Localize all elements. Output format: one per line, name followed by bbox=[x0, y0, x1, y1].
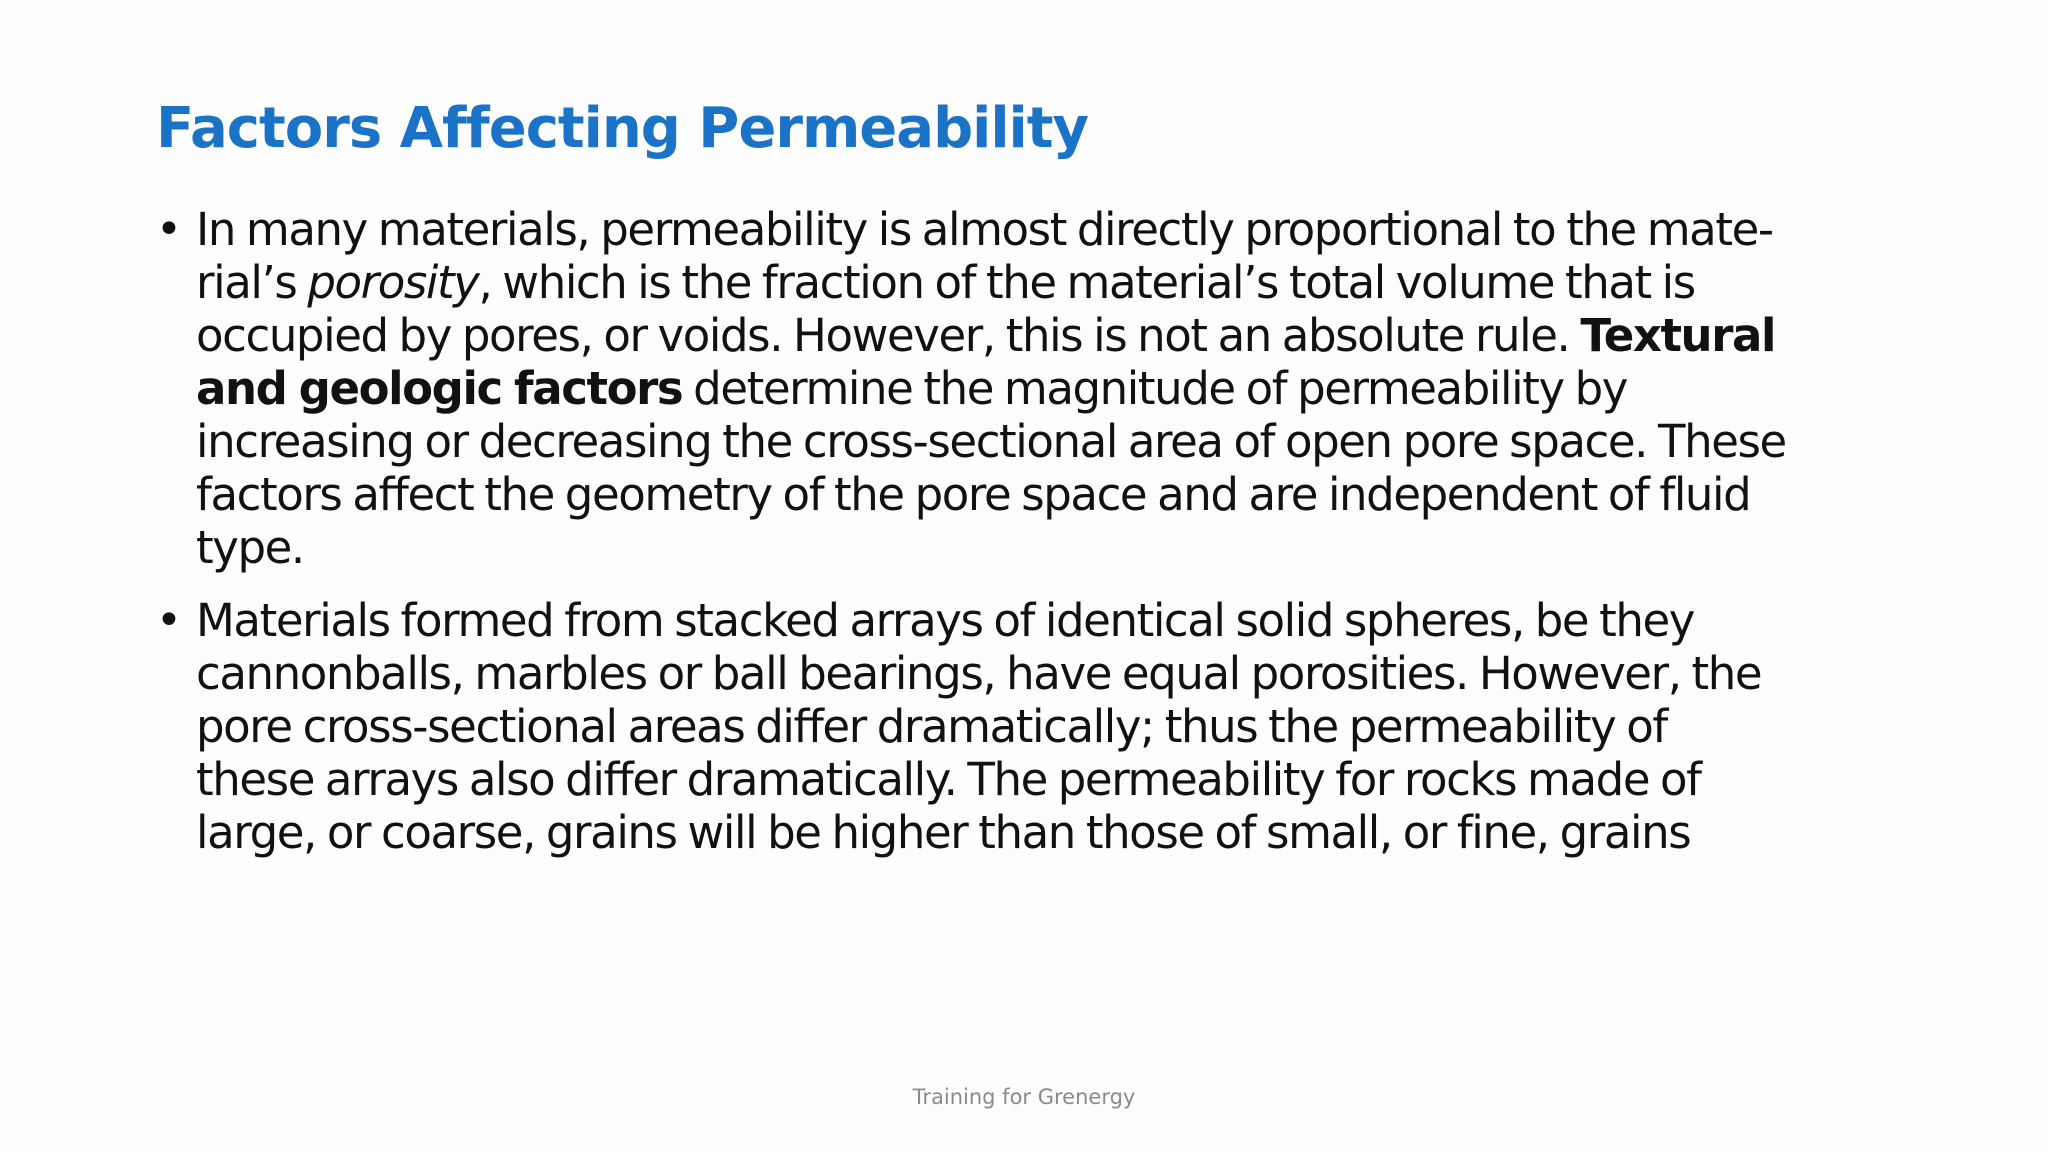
text-run: increasing or decreasing the cross-sectional area of open pore space. These bbox=[196, 415, 1786, 468]
text-line bbox=[196, 806, 1916, 859]
text-line bbox=[196, 203, 1916, 256]
text-line bbox=[196, 700, 1916, 753]
bullet-icon: • bbox=[156, 595, 182, 646]
text-line bbox=[196, 256, 1916, 309]
text-run: occupied by pores, or voids. However, this is not an absolute rule. bbox=[196, 309, 1581, 362]
text-run: , which is the fraction of the material’s total volume that is bbox=[478, 256, 1695, 309]
text-line bbox=[196, 647, 1916, 700]
text-run: factors affect the geometry of the pore space and are independent of fluid bbox=[196, 468, 1751, 521]
text-run: these arrays also differ dramatically. The permeability for rocks made of bbox=[196, 753, 1701, 806]
bullet-list bbox=[156, 203, 1916, 879]
slide-footer: Training for Grenergy bbox=[912, 1085, 1136, 1109]
text-run: type. bbox=[196, 521, 304, 574]
bold-term: and geologic factors bbox=[196, 362, 683, 415]
text-run: cannonballs, marbles or ball bearings, have equal porosities. However, the bbox=[196, 647, 1762, 700]
text-run: rial’s bbox=[196, 256, 308, 309]
text-run: determine the magnitude of permeability by bbox=[682, 362, 1627, 415]
text-run: In many materials, permeability is almost directly proportional to the mate- bbox=[196, 203, 1773, 256]
text-line bbox=[196, 594, 1916, 647]
text-run: pore cross-sectional areas differ dramatically; thus the permeability of bbox=[196, 700, 1667, 753]
text-line bbox=[196, 362, 1916, 415]
text-line bbox=[196, 415, 1916, 468]
bullet-item bbox=[156, 203, 1916, 574]
slide-title: Factors Affecting Permeability bbox=[156, 96, 1089, 161]
bullet-icon: • bbox=[156, 204, 182, 255]
text-run: Materials formed from stacked arrays of identical solid spheres, be they bbox=[196, 594, 1694, 647]
bullet-item bbox=[156, 594, 1916, 859]
text-line bbox=[196, 521, 1916, 574]
text-line bbox=[196, 309, 1916, 362]
italic-term: porosity bbox=[307, 256, 479, 309]
text-line bbox=[196, 468, 1916, 521]
text-line bbox=[196, 753, 1916, 806]
text-run: large, or coarse, grains will be higher than those of small, or fine, grains bbox=[196, 806, 1691, 859]
bold-term: Textural bbox=[1580, 309, 1775, 362]
